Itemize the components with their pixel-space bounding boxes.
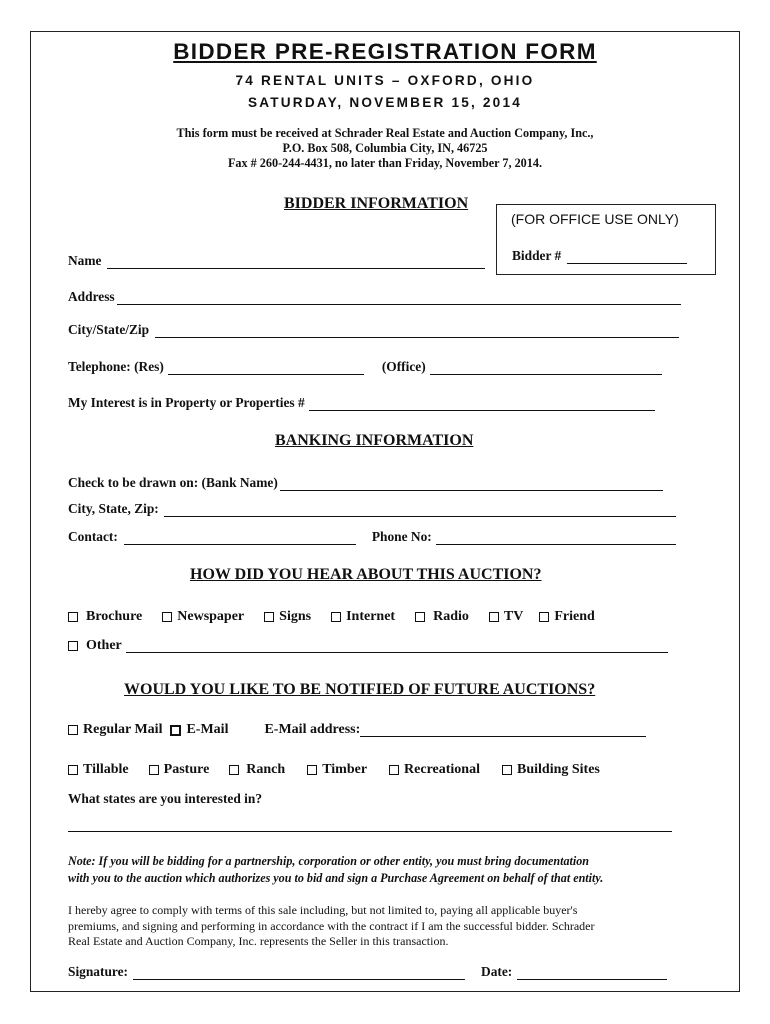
note-line-1: Note: If you will be bidding for a partnership, corporation or other entity, you must bring documentation	[68, 854, 589, 868]
hear-other-row	[68, 638, 668, 654]
city-label: City/State/Zip	[68, 322, 150, 337]
interest-tillable[interactable]: Tillable	[68, 762, 129, 778]
office-use-box	[496, 204, 716, 275]
address-label: Address	[68, 289, 115, 304]
checkbox-icon[interactable]	[68, 725, 78, 735]
checkbox-icon[interactable]	[502, 765, 512, 775]
bank-name-field[interactable]	[280, 477, 663, 491]
office-use-label: (FOR OFFICE USE ONLY)	[511, 211, 679, 227]
hear-option-brochure[interactable]: Brochure	[68, 609, 142, 625]
interest-pasture[interactable]: Pasture	[149, 762, 210, 778]
email-label: E-Mail	[186, 722, 229, 737]
email-address-field[interactable]	[360, 724, 646, 737]
checkbox-icon[interactable]	[68, 765, 78, 775]
checkbox-icon[interactable]	[68, 612, 78, 622]
notice-line-2: P.O. Box 508, Columbia City, IN, 46725	[282, 141, 488, 155]
checkbox-icon[interactable]	[415, 612, 425, 622]
checkbox-icon[interactable]	[264, 612, 274, 622]
signature-label: Signature:	[68, 964, 129, 979]
interests-row	[68, 762, 600, 778]
hear-option-signs[interactable]: Signs	[264, 609, 311, 625]
interest-recreational[interactable]: Recreational	[389, 762, 480, 778]
signature-row	[68, 962, 667, 980]
checkbox-icon[interactable]	[539, 612, 549, 622]
checkbox-icon[interactable]	[229, 765, 239, 775]
states-label: What states are you interested in?	[68, 791, 263, 806]
bidder-number-label: Bidder #	[512, 248, 562, 263]
agreement-line-2: premiums, and signing and performing in accordance with the contract if I am the successful bidder. Schrader	[68, 918, 595, 933]
signature-field[interactable]	[133, 966, 465, 980]
notice-line-1: This form must be received at Schrader Real Estate and Auction Company, Inc.,	[176, 126, 594, 140]
checkbox-icon[interactable]	[331, 612, 341, 622]
bidder-info-heading: BIDDER INFORMATION	[284, 195, 469, 212]
name-row	[68, 251, 485, 269]
phone-field[interactable]	[436, 531, 676, 545]
checkbox-icon[interactable]	[162, 612, 172, 622]
checkbox-icon[interactable]	[307, 765, 317, 775]
hear-other-label: Other	[86, 638, 122, 653]
contact-label: Contact:	[68, 529, 118, 544]
name-field[interactable]	[107, 255, 485, 269]
hear-options-row	[68, 609, 595, 625]
bank-name-row	[68, 473, 663, 491]
name-label: Name	[68, 253, 102, 268]
interest-field[interactable]	[309, 397, 655, 411]
note-line-2: with you to the auction which authorizes you to bid and sign a Purchase Agreement on behalf of that entity.	[68, 871, 604, 885]
subtitle-property: 74 RENTAL UNITS – OXFORD, OHIO	[235, 73, 535, 88]
hear-option-radio[interactable]: Radio	[415, 609, 469, 625]
telephone-res-field[interactable]	[168, 361, 364, 375]
bank-city-label: City, State, Zip:	[68, 501, 159, 516]
interest-ranch[interactable]: Ranch	[229, 762, 285, 778]
agreement-line-3: Real Estate and Auction Company, Inc. represents the Seller in this transaction.	[68, 934, 449, 948]
hear-option-newspaper[interactable]: Newspaper	[162, 609, 244, 625]
states-field[interactable]	[68, 831, 672, 832]
checkbox-icon[interactable]	[389, 765, 399, 775]
telephone-office-label: (Office)	[381, 359, 426, 374]
notify-method-row	[68, 722, 646, 738]
city-field[interactable]	[155, 324, 679, 338]
hear-heading: HOW DID YOU HEAR ABOUT THIS AUCTION?	[190, 566, 542, 583]
hear-option-internet[interactable]: Internet	[331, 609, 395, 625]
interest-row	[68, 393, 655, 411]
notify-heading: WOULD YOU LIKE TO BE NOTIFIED OF FUTURE AUCTIONS?	[124, 681, 596, 698]
date-field[interactable]	[517, 966, 667, 980]
hear-option-tv[interactable]: TV	[489, 609, 523, 625]
checkbox-icon[interactable]	[149, 765, 159, 775]
telephone-row	[68, 357, 662, 375]
address-field[interactable]	[117, 291, 681, 305]
bidder-number-field[interactable]	[567, 250, 687, 264]
interest-building-sites[interactable]: Building Sites	[502, 762, 600, 778]
interest-timber[interactable]: Timber	[307, 762, 367, 778]
hear-option-friend[interactable]: Friend	[539, 609, 594, 625]
address-row	[68, 287, 681, 305]
checkbox-icon[interactable]	[489, 612, 499, 622]
interest-label: My Interest is in Property or Properties #	[68, 395, 305, 410]
phone-label: Phone No:	[371, 529, 432, 544]
email-address-label: E-Mail address:	[264, 722, 361, 737]
bidder-number-row	[512, 248, 687, 264]
city-row	[68, 320, 679, 338]
hear-other-field[interactable]	[126, 640, 668, 653]
regular-mail-label: Regular Mail	[83, 722, 163, 737]
date-label: Date:	[481, 964, 513, 979]
contact-row	[68, 527, 676, 545]
banking-heading: BANKING INFORMATION	[275, 432, 474, 449]
agreement-line-1: I hereby agree to comply with terms of this sale including, but not limited to, paying all applicable buyer's	[68, 903, 578, 917]
notice-line-3: Fax # 260-244-4431, no later than Friday, November 7, 2014.	[227, 156, 543, 170]
checkbox-icon[interactable]	[170, 725, 181, 736]
contact-field[interactable]	[124, 531, 356, 545]
bank-name-label: Check to be drawn on: (Bank Name)	[68, 475, 278, 490]
telephone-office-field[interactable]	[430, 361, 662, 375]
form-title: BIDDER PRE-REGISTRATION FORM	[173, 39, 597, 64]
bank-city-field[interactable]	[164, 503, 676, 517]
checkbox-icon[interactable]	[68, 641, 78, 651]
subtitle-date: SATURDAY, NOVEMBER 15, 2014	[248, 95, 522, 110]
telephone-res-label: Telephone: (Res)	[68, 359, 164, 374]
bank-city-row	[68, 499, 676, 517]
